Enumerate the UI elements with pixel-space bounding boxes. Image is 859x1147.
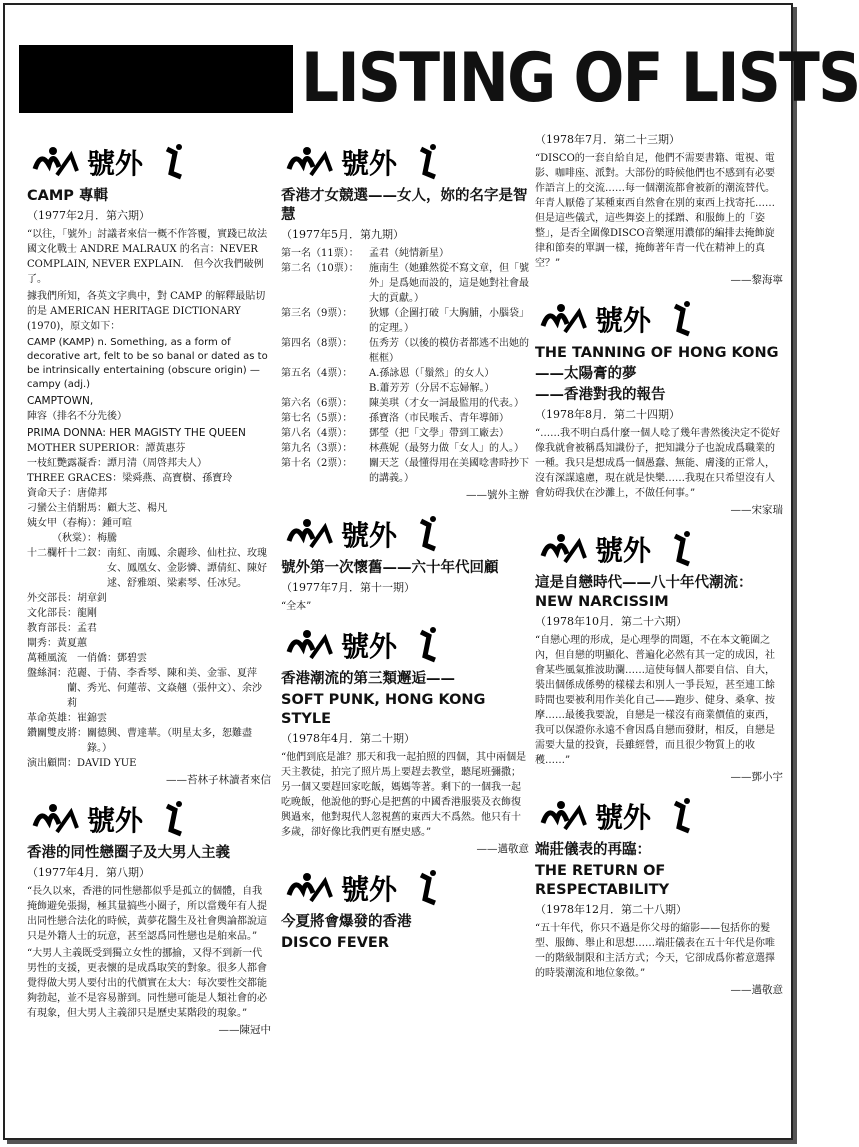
list-item <box>281 366 529 381</box>
disco-title: 今夏將會爆發的香港 <box>281 914 412 930</box>
hao-wai-logo <box>27 796 197 840</box>
tanning-title-2: ——太陽膏的夢 <box>535 366 637 382</box>
list-item-value: 顧大芝、楊凡 <box>107 503 167 514</box>
list-item-key: 教育部長： <box>27 623 77 634</box>
list-item <box>27 546 271 591</box>
list-item <box>27 636 271 651</box>
prima-donna-line: PRIMA DONNA: HER MAGISTY THE QUEEN <box>27 427 246 439</box>
list-item-key: 革命英雄： <box>27 713 77 724</box>
list-item-value: 林燕妮（最努力做「女人」的人。） <box>369 443 524 454</box>
list-item <box>281 381 529 396</box>
disco-issue: （1978年7月．第二十三期） <box>535 133 680 146</box>
camp-signature: ——苔林子林讀者來信 <box>166 774 271 786</box>
list-item-key: MOTHER SUPERIOR： <box>27 443 146 454</box>
camptown-label: CAMPTOWN, <box>27 395 94 407</box>
camp-cast-list <box>27 441 271 591</box>
hao-wai-logo <box>27 139 197 183</box>
disco-signature: ——黎海寧 <box>730 274 783 286</box>
list-item-key: 第七名（5票）： <box>281 413 353 424</box>
hao-wai-logo <box>281 622 451 666</box>
svg-text:號外: 號外 <box>87 804 144 837</box>
list-item <box>27 666 271 711</box>
svg-text:號外: 號外 <box>341 519 398 552</box>
list-item-value: 陳美琪（才女一詞最監用的代表。） <box>369 398 524 409</box>
tanning-issue: （1978年8月．第二十四期） <box>535 408 680 421</box>
list-item-value: 狄娜（企圖打破「大胸脯，小腦袋」的定理。） <box>369 308 529 334</box>
list-item-key: 姨女甲（春梅）： <box>27 518 102 529</box>
softpunk-title: 香港潮流的第三類邂逅—— <box>281 671 455 687</box>
softpunk-paragraph: “他們到底是誰？那天和我一起拍照的四個，其中兩個是天主教徒，拍完了照片馬上要趕去教堂，聽尾班彌撒；另一個又要趕回家吃飯，媽媽等著。剩下的一個我一起吃晚飯，他說他的野心是把舊的中國香港服裝及衣飾復興過來，他對現代人忽視舊的東西大不爲然。他只有十多歲，卻好像比我們更有歷史感。” <box>281 752 527 838</box>
narcissim-issue: （1978年10月．第二十六期） <box>535 615 687 628</box>
list-item-key: THREE GRACES： <box>27 473 123 484</box>
narcissim-title: 這是自戀時代——八十年代潮流：NEW NARCISSIM <box>535 575 753 610</box>
nostalgia-title: 號外第一次懷舊——六十年代回顧 <box>281 560 499 576</box>
list-item-value: B.蕭芳芳（分居不忘婦解。） <box>369 383 495 394</box>
list-item-key: （秋棠）： <box>27 533 97 544</box>
respect-paragraph: “五十年代，你只不過是你父母的縮影——包括你的髮型、服飾、舉止和思想……端莊儀表在五十年代是你唯一的階級制限和主活方式；今天，它卻成爲你蓄意選擇的時裝潮流和地位象徵。” <box>535 923 775 979</box>
svg-text:號外: 號外 <box>87 147 144 180</box>
list-item-value: 施南生（她雖然從不寫文章，但「號外」是爲她而設的，這是她對社會最大的貢獻。） <box>369 263 529 304</box>
narcissim-signature: ——鄧小宇 <box>730 771 783 783</box>
disco-title-en: DISCO FEVER <box>281 935 389 951</box>
list-item <box>27 756 271 771</box>
list-item-key: 鑽關雙皮將： <box>27 728 87 739</box>
svg-text:號外: 號外 <box>595 801 652 834</box>
gay-issue: （1977年4月．第八期） <box>27 866 150 879</box>
camp-paragraph-2: 據我們所知，各英文字典中，對 CAMP 的解釋最貼切的是 AMERICAN HERITAGE DICTIONARY (1970)，原文如下： <box>27 291 266 332</box>
tanning-paragraph: “……我不明白爲什麼一個人唸了幾年書然後決定不從好像我就會被稱爲知識份子，把知識分子也說成爲職業的一種。我只是想成爲一個愚蠢、無能、膚淺的正常人，沒有深謀遠慮，現在就是快樂……我現在只希望沒有人會妨碍我伏在沙灘上，不做任何事。” <box>535 428 781 499</box>
hao-wai-logo <box>281 139 451 183</box>
list-item-value: 鍾可喧 <box>102 518 132 529</box>
list-item-value: 鄧瑩（把「文學」帶到工廠去） <box>369 428 509 439</box>
gay-paragraph-1: “長久以來，香港的同性戀都似乎是孤立的個體，自我掩飾避免張揚，極其量搞些小圈子，所以當幾年有人提出同性戀合法化的時候，黃夢花醫生及社會輿論都說這只是外籍人士的玩意，甚至認爲同性戀也是舶來品。” <box>27 886 267 942</box>
list-item-value: 鄧碧雲 <box>117 653 147 664</box>
talent-signature: ——號外主辦 <box>466 489 529 501</box>
list-item-key: 第九名（3票）： <box>281 443 353 454</box>
softpunk-issue: （1978年4月．第二十期） <box>281 732 415 745</box>
list-item <box>27 606 271 621</box>
svg-text:號外: 號外 <box>341 630 398 663</box>
list-item-value: DAVID YUE <box>77 758 137 769</box>
list-item <box>27 621 271 636</box>
talent-issue: （1977年5月．第九期） <box>281 228 404 241</box>
list-item-key: 萬種風流 一俏僑： <box>27 653 117 664</box>
list-item <box>27 651 271 666</box>
list-item-value: 唐偉邦 <box>77 488 107 499</box>
gay-title: 香港的同性戀圈子及大男人主義 <box>27 845 230 861</box>
list-item-key: 閘秀： <box>27 638 57 649</box>
camp-definition: CAMP (KAMP) n. Something, as a form of decorative art, felt to be so banal or dated as to be intrinsically entertaining (obscure origin) — campy (adj.) <box>27 337 268 390</box>
talent-title: 香港才女競選——女人，妳的名字是智慧 <box>281 188 528 223</box>
list-item <box>27 501 271 516</box>
list-item-value: 梅騰 <box>97 533 117 544</box>
hao-wai-logo <box>281 511 451 555</box>
gay-paragraph-2: “大男人主義既受到獨立女性的挪揄，又得不到新一代男性的支援，更表懷的是成爲取笑的對象。很多人都會覺得做大男人要付出的代價實在太大：每次要性交都能夠勃起，並不是容易辦到。同性戀可能是人類社會的必有現象，但大男人主義卻只是歷史某階段的現象。” <box>27 948 267 1019</box>
list-item <box>281 261 529 306</box>
list-item <box>281 306 529 336</box>
list-item <box>27 486 271 501</box>
svg-text:號外: 號外 <box>595 304 652 337</box>
list-item-key: 一枝紅艷露凝香： <box>27 458 107 469</box>
list-item <box>27 441 271 456</box>
list-item-value: 關天芝（最懂得用在美國唸書時抄下的講義。） <box>369 458 529 484</box>
list-item <box>27 456 271 471</box>
list-item-key: 外交部長： <box>27 593 77 604</box>
list-item-key: 第五名（4票）： <box>281 368 353 379</box>
svg-text:號外: 號外 <box>341 147 398 180</box>
hao-wai-logo <box>535 296 705 340</box>
list-item-key: 十二欄杆十二釵： <box>27 548 107 559</box>
list-item-value: A.孫詠恩（「鬚然」的女人） <box>369 368 495 379</box>
list-item <box>281 426 529 441</box>
list-item-key: 演出顧問： <box>27 758 77 769</box>
list-item <box>27 591 271 606</box>
list-item-key: 刁蠻公主俏駙馬： <box>27 503 107 514</box>
svg-text:號外: 號外 <box>595 534 652 567</box>
list-item <box>27 726 271 756</box>
list-item <box>281 441 529 456</box>
column-3 <box>535 131 783 1002</box>
list-item-key: 第六名（6票）： <box>281 398 353 409</box>
list-item-key: 第一名（11票）： <box>281 248 359 259</box>
list-item-value: 孟君 <box>77 623 97 634</box>
list-item-value: 孟君（純情新星） <box>369 248 449 259</box>
list-item-value: 梁舜燕、高寶樹、孫寶玲 <box>122 473 233 484</box>
narcissim-paragraph: “自戀心理的形成，是心理學的問題，不在本文範圍之內，但自戀的明顯化、普遍化必然有其一定的成因，社會某些風氣推波助瀾……這使每個人都要自信、自大，裝出個係成係勢的樣樣去和別人一爭長短，甚至連工餘時間也要被利用作美化自己——跑步、健身、桑拿、按摩……最後我要說，自戀是一樣沒有商業價值的東西，我可以保證你永遠不會因爲自戀而發財，相反，自戀是需要大量的投資，長雖經營，而且很少物質上的收穫……” <box>535 635 775 766</box>
magazine-page <box>3 3 859 1140</box>
list-item <box>281 336 529 366</box>
respect-title-en: THE RETURN OF RESPECTABILITY <box>535 863 670 898</box>
hao-wai-logo <box>535 793 705 837</box>
talent-ranking-list <box>281 246 529 486</box>
list-item-key: 第三名（9票）： <box>281 308 353 319</box>
respect-issue: （1978年12月．第二十八期） <box>535 903 687 916</box>
respect-signature: ——邁敬意 <box>730 984 783 996</box>
column-2 <box>281 131 529 955</box>
list-item-value: 黃夏蕙 <box>57 638 87 649</box>
camp-title: CAMP 專輯 <box>27 188 108 204</box>
svg-text:號外: 號外 <box>341 873 398 906</box>
list-item <box>281 396 529 411</box>
list-item-key: 第八名（4票）： <box>281 428 353 439</box>
disco-paragraph: “DISCO的一套自給自足，他們不需要書籍、電視、電影、咖啡座、派對。大部份的時候他們也不感到有必要作語言上的交流……每一個潮流都會被新的潮流替代。年青人厭倦了某種東西自然會在別的東西上找寄托……但是這些儀式，這些舞姿上的揉蹭、和服飾上的「姿整」，是否全圍像DISCO音樂運用濃郁的編排去掩飾旋律和節奏的單調一樣，掩飾著年青一代在精神上的真空？” <box>535 153 775 269</box>
list-item-value: 伍秀芳（以後的模仿者都逃不出她的框框） <box>369 338 529 364</box>
list-item <box>27 516 271 531</box>
list-item-value: 譚黃惠芬 <box>145 443 186 454</box>
list-item-key: 第二名（10票）： <box>281 263 359 274</box>
list-item-value: 崔錦雲 <box>77 713 107 724</box>
page-title: LISTING OF LISTS <box>301 39 859 118</box>
list-item <box>27 471 271 486</box>
list-item-value: 范麗、于倩、李香琴、陳和美、金霏、夏萍蘭、秀光、何蓮蒂、文焱翹（張仲文）、余沙莉 <box>67 668 262 709</box>
list-item-key: 第十名（2票）： <box>281 458 353 469</box>
softpunk-title-en: SOFT PUNK, HONG KONG STYLE <box>281 692 486 727</box>
list-item-value: 龍剛 <box>77 608 97 619</box>
tanning-signature: ——宋家瑞 <box>730 504 783 516</box>
list-item-value: 譚月清（周啓邦夫人） <box>107 458 207 469</box>
list-item-value: 胡章釗 <box>77 593 107 604</box>
list-item <box>281 246 529 261</box>
list-item-value: 孫寶洛（市民喉舌、青年導師） <box>369 413 509 424</box>
list-item <box>27 711 271 726</box>
list-item <box>281 456 529 486</box>
respect-title: 端莊儀表的再臨： <box>535 842 651 858</box>
list-item-value: 關德興、曹達華。（明星太多，恕難盡錄。） <box>87 728 252 754</box>
list-item-value: 南紅、南鳳、余麗珍、仙杜拉、玫瑰女、鳳凰女、金影憐、譚倩紅、陳好逑、舒雅頌、梁素琴、任冰兒。 <box>107 548 267 589</box>
tanning-title-3: ——香港對我的報告 <box>535 387 666 403</box>
nostalgia-issue: （1977年7月．第十一期） <box>281 581 415 594</box>
header-black-bar <box>19 45 293 113</box>
list-item-key: 文化部長： <box>27 608 77 619</box>
camp-cast-list-2 <box>27 591 271 771</box>
hao-wai-logo <box>535 526 705 570</box>
list-item-key: 第四名（8票）： <box>281 338 353 349</box>
list-item-key: 盤絲洞： <box>27 668 67 679</box>
gay-signature: ——陳冠中 <box>218 1024 271 1036</box>
tanning-title: THE TANNING OF HONG KONG <box>535 345 779 361</box>
list-item-key: 資命天子： <box>27 488 77 499</box>
list-item-key <box>281 381 369 396</box>
hao-wai-logo <box>281 865 451 909</box>
camp-cast-note: 陣容（排名不分先後） <box>27 411 127 422</box>
column-1 <box>27 131 271 1042</box>
list-item <box>281 411 529 426</box>
camp-paragraph-1: “以往，「號外」討議者來信一概不作答覆，實踐已故法國文化戰士 ANDRE MALRAUX 的名言：NEVER COMPLAIN, NEVER EXPLAIN. 但今次我們破例了。 <box>27 229 268 285</box>
camp-issue: （1977年2月．第六期） <box>27 209 150 222</box>
softpunk-signature: ——邁敬意 <box>476 843 529 855</box>
nostalgia-note: “全本” <box>281 601 312 612</box>
list-item <box>27 531 271 546</box>
